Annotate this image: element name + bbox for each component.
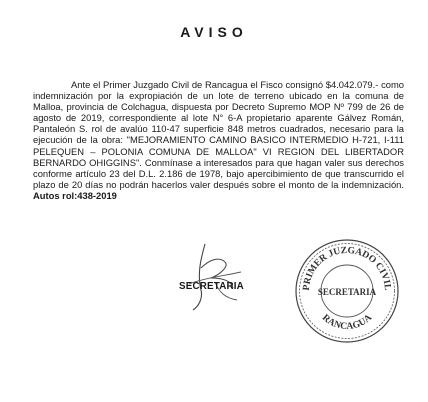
seal-top-text: PRIMER JUZGADO CIVIL	[300, 244, 394, 291]
handwritten-signature	[175, 238, 255, 318]
notice-body-text: Ante el Primer Juzgado Civil de Rancagua el Fisco consignó $4.042.079.- como indemnización por la expropiación de un lote de terreno ubicado en la comuna de Malloa, provincia de Colchagua, dispuesta por Decreto Supremo MOP Nº 799 de 26 de agosto de 2019, correspondiente al lote N° 6-A propietario aparente Gálvez Román, Pantaleón S. rol de avalúo 110-47 superficie 848 metros cuadrados, necesario para la ejecución de la obra: "MEJORAMIENTO CAMINO BASICO INTERMEDIO H-721, I-111 PELEQUEN – POLONIA COMUNA DE MALLOA" VI REGION DEL LIBERTADOR BERNARDO OHIGGINS". Conmínase a interesados para que hagan valer sus derechos conforme artículo 23 del D.L. 2.186 de 1978, bajo apercibimiento de que transcurrido el plazo de 20 días no podrán hacerlos valer después sobre el monto de la indemnización.	[33, 79, 404, 190]
court-seal	[293, 237, 401, 345]
signatory-label: SECRETARIA	[179, 281, 244, 292]
seal-center-text: SECRETARIA	[317, 287, 377, 297]
seal-bottom-text: RANCAGUA	[319, 312, 375, 333]
case-reference: Autos rol:438-2019	[33, 189, 117, 201]
notice-body	[33, 79, 404, 201]
notice-title: AVISO	[180, 24, 248, 40]
